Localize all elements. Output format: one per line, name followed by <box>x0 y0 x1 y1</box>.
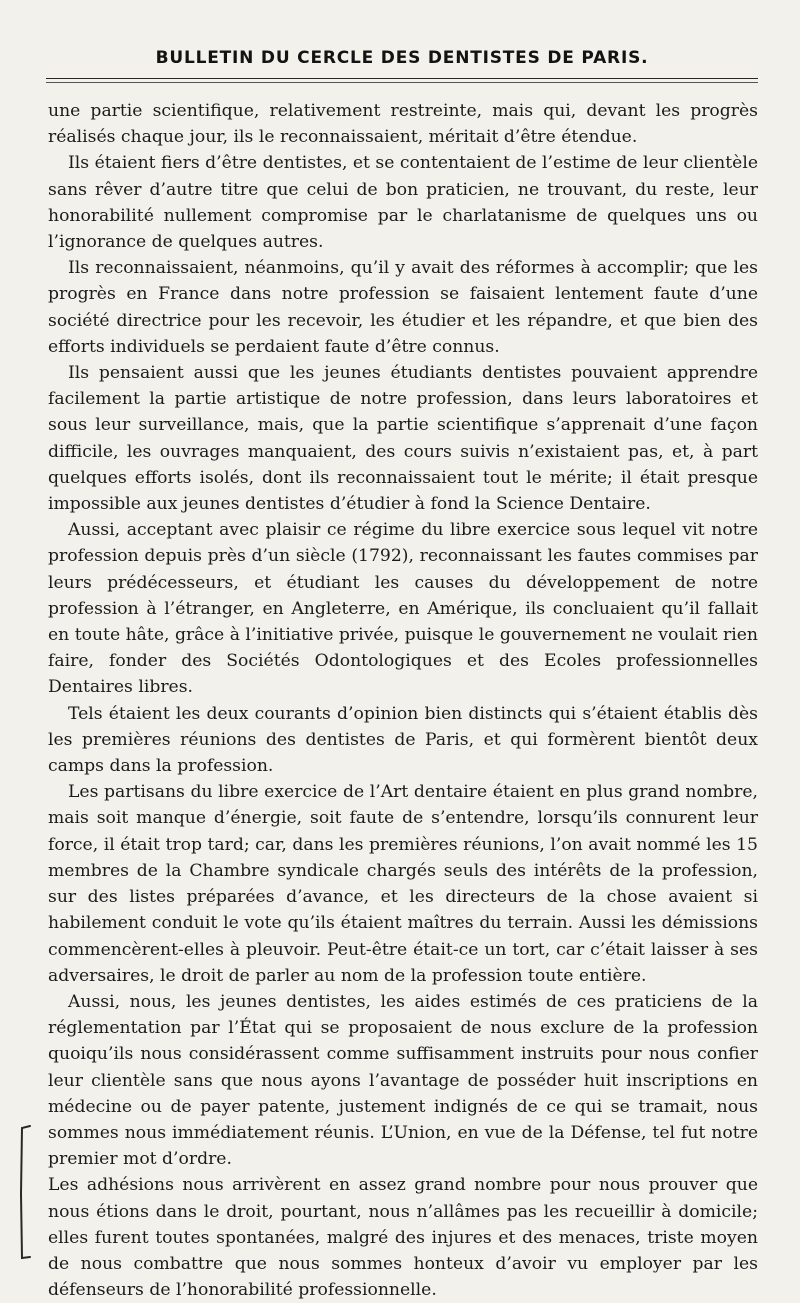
header-rule <box>46 78 758 79</box>
running-header: BULLETIN DU CERCLE DES DENTISTES DE PARIS. <box>155 48 649 68</box>
margin-bracket-mark <box>18 1124 32 1260</box>
paragraph-6: Tels étaient les deux courants d’opinion bien distincts qui s’étaient établis dès les premières réunions des dentistes de Paris, et qui formèrent bientôt deux camps dans la profession. <box>48 703 758 777</box>
header-rule-thin <box>46 82 758 83</box>
paragraph-9: Les adhésions nous arrivèrent en assez grand nombre pour nous prouver que nous étions dans le droit, pourtant, nous n’allâmes pas les recueillir à domicile; elles furent toutes spontanées, malgré des injures et des menaces, triste moyen de nous combattre que nous sommes honteux d’avoir vu employer par les défenseurs de l’honorabilité professionnelle. <box>48 1175 758 1301</box>
paragraph-4: Ils pensaient aussi que les jeunes étudiants dentistes pouvaient apprendre facilement la partie artistique de notre profession, dans leurs laboratoires et sous leur surveillance, mais, que la partie scientifique s’apprenait d’une façon difficile, les ouvrages manquaient, des cours suivis n’existaient pas, et, à part quelques efforts isolés, dont ils reconnaissaient tout le mérite; il était presque impossible aux jeunes dentistes d’étudier à fond la Science Dentaire. <box>48 363 758 515</box>
paragraph-2: Ils étaient fiers d’être dentistes, et se contentaient de l’estime de leur clientèle sans rêver d’autre titre que celui de bon praticien, ne trouvant, du reste, leur honorabilité nullement compromise par le charlatanisme de quelques uns ou l’ignorance de quelques autres. <box>48 153 758 253</box>
paragraph-5: Aussi, acceptant avec plaisir ce régime du libre exercice sous lequel vit notre profession depuis près d’un siècle (1792), reconnaissant les fautes commises par leurs prédécesseurs, et étudiant les causes du développement de notre profession à l’étranger, en Angleterre, en Amérique, ils concluaient qu’il fallait en toute hâte, grâce à l’initiative privée, puisque le gouvernement ne voulait rien faire, fonder des Sociétés Odontologiques et des Ecoles professionnelles Dentaires libres. <box>48 520 758 698</box>
paragraph-1: une partie scientifique, relativement restreinte, mais qui, devant les progrès réalisés chaque jour, ils le reconnaissaient, méritait d’être étendue. <box>48 101 758 148</box>
paragraph-3: Ils reconnaissaient, néanmoins, qu’il y avait des réformes à accomplir; que les progrès en France dans notre profession se faisaient lentement faute d’une société directrice pour les recevoir, les étudier et les répandre, et que bien des efforts individuels se perdaient faute d’être connus. <box>48 258 758 357</box>
paragraph-7: Les partisans du libre exercice de l’Art dentaire étaient en plus grand nombre, mais soit manque d’énergie, soit faute de s’entendre, lorsqu’ils connurent leur force, il était trop tard; car, dans les premières réunions, l’on avait nommé les 15 membres de la Chambre syndicale chargés seuls des intérêts de la profession, sur des listes préparées d’avance, et les directeurs de la chose avaient si habilement conduit le vote qu’ils étaient maîtres du terrain. Aussi les démissions commencèrent-elles à pleuvoir. Peut-être était-ce un tort, car c’était laisser à ses adversaires, le droit de parler au nom de la profession toute entière. <box>48 782 758 986</box>
paragraph-8: Aussi, nous, les jeunes dentistes, les aides estimés de ces praticiens de la réglementation par l’État qui se proposaient de nous exclure de la profession quoiqu’ils nous considérassent comme suffisamment instruits pour nous confier leur clientèle sans que nous ayons l’avantage de posséder huit inscriptions en médecine ou de payer patente, justement indignés de ce qui se tramait, nous sommes nous immédiatement réunis. L’Union, en vue de la Défense, tel fut notre premier mot d’ordre. <box>48 991 758 1170</box>
body-text <box>48 98 758 1303</box>
